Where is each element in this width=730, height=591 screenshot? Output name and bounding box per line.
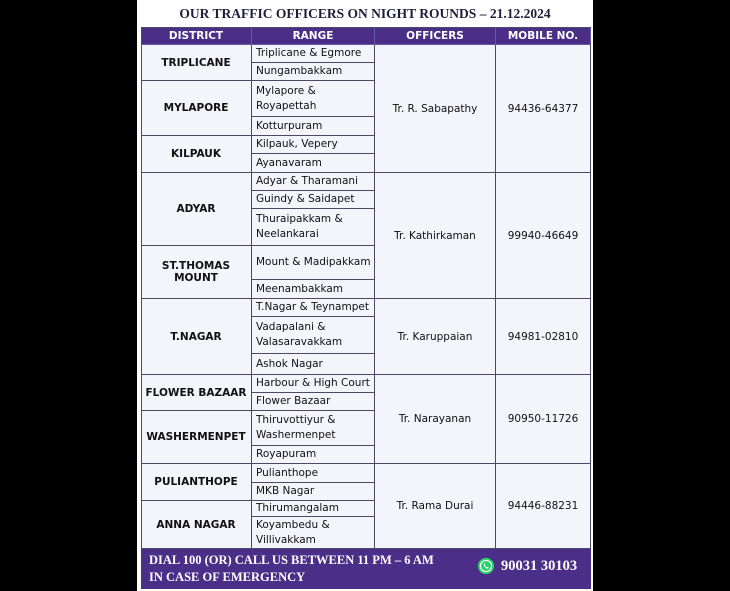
range-cell: Guindy & Saidapet <box>252 191 375 209</box>
range-cell: Harbour & High Court <box>252 375 375 393</box>
range-cell: Kilpauk, Vepery <box>252 136 375 154</box>
district-cell: FLOWER BAZAAR <box>141 375 252 411</box>
officer-table <box>141 27 591 549</box>
header-mobile: MOBILE NO. <box>496 27 591 45</box>
range-cell: Nungambakkam <box>252 63 375 81</box>
officer-name: Tr. Narayanan <box>375 375 496 464</box>
range-cell: Thirumangalam <box>252 501 375 517</box>
district-cell: ADYAR <box>141 173 252 246</box>
district-cell: MYLAPORE <box>141 81 252 136</box>
header-range: RANGE <box>252 27 375 45</box>
range-cell: T.Nagar & Teynampet <box>252 299 375 317</box>
officer-name: Tr. Karuppaian <box>375 299 496 375</box>
district-cell: T.NAGAR <box>141 299 252 375</box>
range-cell: Flower Bazaar <box>252 393 375 411</box>
officer-mobile: 99940-46649 <box>496 173 591 299</box>
helpline-number[interactable]: 90031 30103 <box>501 558 578 574</box>
whatsapp-icon <box>477 557 495 575</box>
officer-mobile: 94446-88231 <box>496 464 591 549</box>
range-cell: Adyar & Tharamani <box>252 173 375 191</box>
range-cell: Royapuram <box>252 446 375 464</box>
district-cell: ST.THOMAS MOUNT <box>141 246 252 299</box>
district-cell: ANNA NAGAR <box>141 501 252 549</box>
range-cell: Vadapalani & Valasaravakkam <box>252 317 375 354</box>
officer-name: Tr. R. Sabapathy <box>375 45 496 173</box>
notice-sheet <box>137 0 593 591</box>
range-cell: Ayanavaram <box>252 154 375 173</box>
officer-name: Tr. Rama Durai <box>375 464 496 549</box>
range-cell: Pulianthope <box>252 464 375 483</box>
officer-mobile: 94981-02810 <box>496 299 591 375</box>
emergency-footer <box>141 549 591 589</box>
range-cell: Mylapore & Royapettah <box>252 81 375 117</box>
emergency-line-1: DIAL 100 (OR) CALL US BETWEEN 11 PM – 6 AM <box>149 553 434 567</box>
range-cell: Thiruvottiyur & Washermenpet <box>252 411 375 446</box>
district-cell: TRIPLICANE <box>141 45 252 81</box>
officer-name: Tr. Kathirkaman <box>375 173 496 299</box>
district-cell: WASHERMENPET <box>141 411 252 464</box>
range-cell: Mount & Madipakkam <box>252 246 375 280</box>
officer-mobile: 94436-64377 <box>496 45 591 173</box>
district-cell: KILPAUK <box>141 136 252 173</box>
header-officers: OFFICERS <box>375 27 496 45</box>
range-cell: Kotturpuram <box>252 117 375 136</box>
emergency-line-2: IN CASE OF EMERGENCY <box>149 570 306 584</box>
range-cell: MKB Nagar <box>252 483 375 501</box>
header-district: DISTRICT <box>141 27 252 45</box>
range-cell: Ashok Nagar <box>252 354 375 375</box>
district-cell: PULIANTHOPE <box>141 464 252 501</box>
range-cell: Triplicane & Egmore <box>252 45 375 63</box>
page-title: OUR TRAFFIC OFFICERS ON NIGHT ROUNDS – 21.12.2024 <box>179 6 551 21</box>
range-cell: Koyambedu & Villivakkam <box>252 517 375 549</box>
range-cell: Thuraipakkam & Neelankarai <box>252 209 375 246</box>
range-cell: Meenambakkam <box>252 280 375 299</box>
officer-mobile: 90950-11726 <box>496 375 591 464</box>
